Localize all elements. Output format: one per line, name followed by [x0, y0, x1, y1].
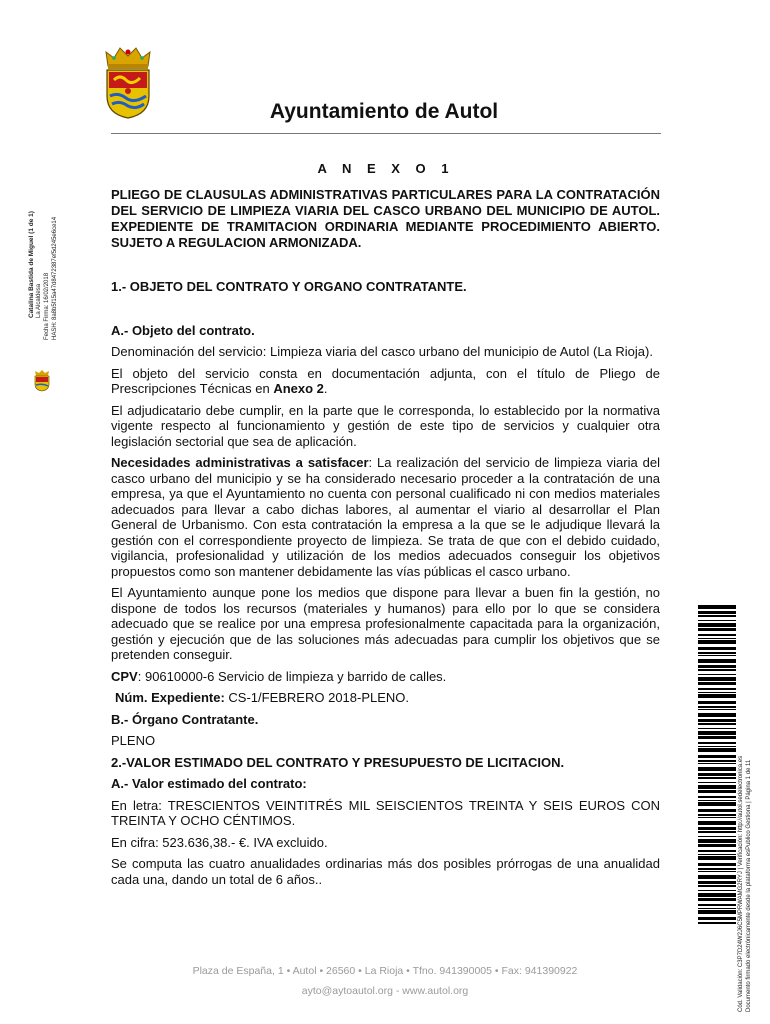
signature-hash: HASH: 8a8b5f15a47d8472387ef5d245e6ce14	[52, 216, 58, 340]
section-1b-title: B.- Órgano Contratante.	[111, 711, 259, 727]
barcode-bar	[698, 785, 736, 789]
barcode-bar	[698, 640, 736, 644]
barcode-bar	[698, 821, 736, 825]
barcode-bar	[698, 767, 736, 771]
barcode-bar	[698, 736, 736, 739]
barcode-bar	[698, 652, 736, 654]
barcode-bar	[698, 655, 736, 656]
barcode-bar	[698, 669, 736, 671]
barcode-bar	[698, 674, 736, 675]
barcode-bar	[698, 615, 736, 617]
denominacion-paragraph: Denominación del servicio: Limpieza viaria del casco urbano del municipio de Autol (La Rioja).	[111, 344, 653, 359]
barcode-bar	[698, 620, 736, 621]
barcode-bar	[698, 688, 736, 690]
barcode-bar	[698, 802, 736, 806]
pliego-title: PLIEGO DE CLAUSULAS ADMINISTRATIVAS PARTICULARES PARA LA CONTRATACIÓN DEL SERVICIO DE LIMPIEZA VIARIA DEL CASCO URBANO DEL MUNICIPIO DE AUTOL. EXPEDIENTE DE TRAMITACION ORDINARIA MEDIANTE PROCEDIMIENTO ABIERTO. SUJETO A REGULACION ARMONIZADA.	[111, 187, 660, 250]
barcode-bar	[698, 800, 736, 801]
barcode-bar	[698, 836, 736, 837]
barcode-bar	[698, 677, 736, 681]
header-divider	[111, 133, 661, 134]
barcode-bar	[698, 611, 736, 614]
barcode-bar	[698, 709, 736, 710]
barcode-bar	[698, 701, 736, 704]
barcode-bar	[698, 817, 736, 818]
barcode-bar	[698, 881, 736, 884]
barcode-bar	[698, 638, 736, 639]
barcode-bar	[698, 719, 736, 722]
barcode-bar	[698, 723, 736, 725]
barcode-bar	[698, 839, 736, 843]
barcode-bar	[698, 748, 736, 752]
barcode-bar	[698, 831, 736, 833]
barcode-bar	[698, 782, 736, 783]
barcode-bar	[698, 746, 736, 747]
barcode-bar	[698, 898, 736, 901]
valor-cifra: En cifra: 523.636,38.- €. IVA excluido.	[111, 834, 328, 850]
barcode-bar	[698, 863, 736, 866]
page-title: Ayuntamiento de Autol	[269, 100, 499, 123]
signature-crest-icon	[33, 370, 51, 392]
barcode-bar	[698, 868, 736, 870]
barcode-bar	[698, 760, 736, 762]
barcode-bar	[698, 908, 736, 909]
section-1-title: 1.- OBJETO DEL CONTRATO Y ORGANO CONTRATANTE.	[111, 279, 467, 294]
barcode-bar	[698, 742, 736, 744]
barcode-bar	[698, 910, 736, 914]
necesidades-paragraph: Necesidades administrativas a satisfacer: La realización del servicio de limpieza viaria del casco urbano del municipio y se ha considerado necesario proceder a la contratación de una empresa, ya que el Ayuntamiento no cuenta con personal cualificado ni con medios materiales adecuados para llevar a cabo dichas labores, al aumentar el viario al desarrollar el Plan General de Urbanismo. Con esta contratación la empresa a la que se le adjudique llevará la gestión con el correspondiente proyecto de limpieza. Se trata de que con el debido cuidado, vigilancia, profesionalidad y utilización de los medios adecuados conseguir los objetivos propuestos como son mantener debidamente las vías públicas el casco urbano.	[111, 455, 660, 579]
barcode-bar	[698, 605, 736, 609]
barcode-bar	[698, 922, 736, 924]
barcode-bar	[698, 917, 736, 920]
annex-heading: A N E X O 1	[317, 161, 455, 176]
footer-contact: ayto@aytoautol.org - www.autol.org	[301, 985, 469, 997]
section-2a-title: A.- Valor estimado del contrato:	[111, 776, 307, 791]
barcode-bar	[698, 904, 736, 906]
barcode-bar	[698, 728, 736, 729]
barcode-bar	[698, 634, 736, 636]
barcode-bar	[698, 809, 736, 812]
barcode-bar	[698, 665, 736, 668]
barcode-bar	[698, 871, 736, 872]
barcode-bar	[698, 623, 736, 627]
footer-address: Plaza de España, 1 • Autol • 26560 • La Rioja • Tfno. 941390005 • Fax: 941390922	[192, 965, 578, 977]
verification-barcode	[698, 605, 736, 925]
computa-paragraph: Se computa las cuatro anualidades ordinarias más dos posibles prórrogas de una anualidad cada una, dando un total de 6 años..	[111, 856, 660, 887]
verification-line-2: Documento firmado electrónicamente desde la plataforma esPublico Gestiona | Página 1 de 11	[746, 759, 752, 1012]
verification-line-1: Cód. Validación: C3P7D24W2J6C5MPRWAMG2RYJ | Verificación: http://autol.sedelectronica.es	[738, 755, 744, 1012]
barcode-bar	[698, 790, 736, 793]
barcode-bar	[698, 763, 736, 764]
section-1a-title: A.- Objeto del contrato.	[111, 323, 255, 338]
signature-date: Fecha Firma: 16/02/2018	[44, 272, 50, 340]
cpv-line: CPV: 90610000-6 Servicio de limpieza y barrido de calles.	[111, 668, 447, 684]
signer-name: Catalina Bastida de Miguel (1 de 1)	[28, 211, 35, 318]
adjudicatario-paragraph: El adjudicatario debe cumplir, en la parte que le corresponda, lo establecido por la normativa vigente respecto al funcionamiento y gestión de este tipo de servicios y cualquier otra legislación sectorial que sea de aplicación.	[111, 402, 660, 449]
organo-value: PLENO	[111, 733, 156, 748]
signer-role: La Alcaldesa	[36, 283, 42, 318]
barcode-bar	[698, 875, 736, 879]
barcode-bar	[698, 773, 736, 776]
barcode-bar	[698, 854, 736, 855]
barcode-bar	[698, 856, 736, 860]
barcode-bar	[698, 755, 736, 758]
expediente-line: Núm. Expediente: CS-1/FEBRERO 2018-PLENO.	[115, 690, 410, 705]
barcode-bar	[698, 692, 736, 693]
barcode-bar	[698, 694, 736, 698]
medios-paragraph: El Ayuntamiento aunque pone los medios que dispone para llevar a buen fin la gestión, no dispone de todos los recursos (materiales y humanos) para ello por lo que se considera adecuado que se realice por una empresa profesionalmente capacitada para la organización, gestión y ejecución que de las soluciones más adecuadas para cumplir los objetivos que se pretenden conseguir.	[111, 585, 660, 662]
barcode-bar	[698, 659, 736, 663]
barcode-bar	[698, 827, 736, 830]
barcode-bar	[698, 885, 736, 887]
objeto-paragraph: El objeto del servicio consta en documentación adjunta, con el título de Pliego de Prescripciones Técnicas en Anexo 2.	[111, 365, 660, 396]
section-2-title: 2.-VALOR ESTIMADO DEL CONTRATO Y PRESUPUESTO DE LICITACION.	[111, 754, 565, 770]
barcode-bar	[698, 731, 736, 735]
barcode-bar	[698, 814, 736, 816]
barcode-bar	[698, 844, 736, 847]
barcode-bar	[698, 706, 736, 708]
barcode-bar	[698, 713, 736, 717]
section-1-body	[111, 344, 660, 893]
barcode-bar	[698, 796, 736, 798]
barcode-bar	[698, 850, 736, 852]
barcode-bar	[698, 647, 736, 650]
barcode-bar	[698, 893, 736, 897]
valor-letra: En letra: TRESCIENTOS VEINTITRÉS MIL SEISCIENTOS TREINTA Y SEIS EUROS CON TREINTA Y OCHO CÉNTIMOS.	[111, 797, 660, 828]
barcode-bar	[698, 628, 736, 631]
signature-block	[20, 190, 70, 390]
barcode-bar	[698, 777, 736, 779]
barcode-bar	[698, 682, 736, 685]
barcode-bar	[698, 890, 736, 891]
